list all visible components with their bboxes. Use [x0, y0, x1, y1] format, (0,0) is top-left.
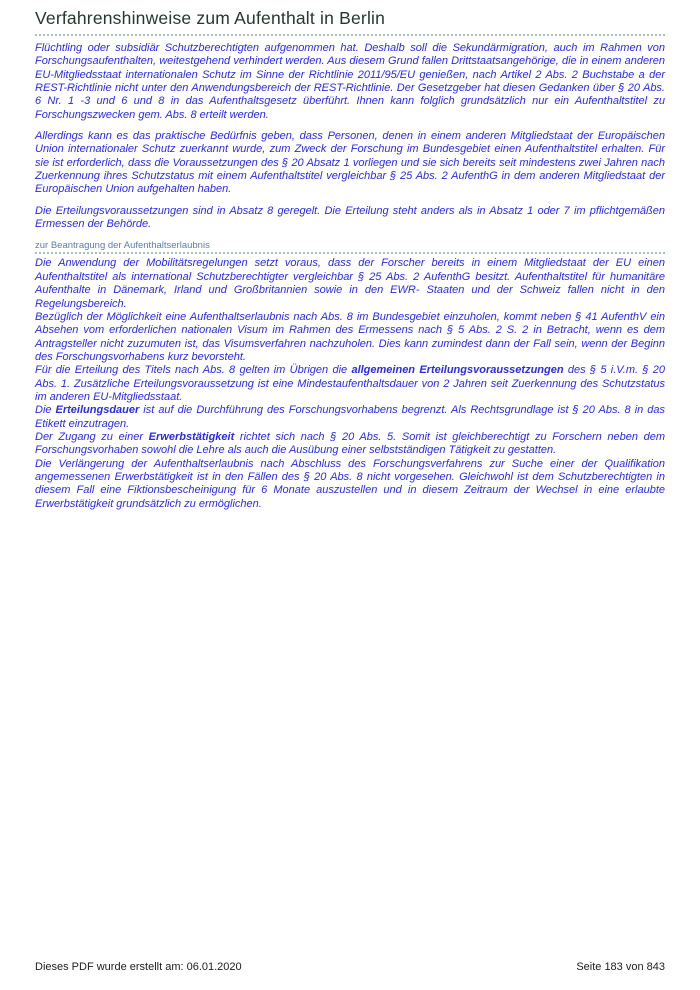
paragraph-bold-text: Erteilungsdauer: [55, 404, 140, 417]
page-title: Verfahrenshinweise zum Aufenthalt in Berlin: [35, 8, 386, 28]
section-paragraph-3: [35, 364, 665, 404]
paragraph-text: Der Zugang zu einer: [35, 430, 149, 443]
section-paragraph-2: [35, 311, 665, 364]
footer-page-number: Seite 183 von 843: [576, 961, 665, 973]
paragraph-text: Die Verlängerung der Aufenthaltserlaubnis nach Abschluss des Forschungsverfahrens zur Suche einer der Qualifikation angemessenen Erwerbstätigkeit ist in den Fällen des § 20 Abs. 8 nicht vorgesehen. Gleichwohl ist dem Schutzberechtigten in diesem Fall eine Fiktionsbescheinigung für 6 Monate auszustellen und in diesem Zeitraum der Wechsel in eine erlaubte Erwerbstätigkeit grundsätzlich zu ermöglichen.: [35, 457, 665, 510]
section-paragraph-4: [35, 404, 665, 431]
paragraph-text: Die Anwendung der Mobilitätsregelungen setzt voraus, dass der Forscher bereits in einem Mitgliedstaat der EU einen Aufenthaltstitel als international Schutzberechtigter vergleichbar § 25 Abs. 2 AufenthG besitzt. Aufenthaltstitel für humanitäre Aufenthalte in Dänemark, Irland und Großbritannien sowie in den EWR- Staaten und der Schweiz fallen nicht in den Regelungsbereich.: [35, 257, 665, 310]
paragraph-text: Bezüglich der Möglichkeit eine Aufenthaltserlaubnis nach Abs. 8 im Bundesgebiet einzuholen, kommt neben § 41 AufenthV ein Absehen vom erforderlichen nationalen Visum im Rahmen des Ermessens nach § 5 Abs. 2 S. 2 in Betracht, wenn es dem Antragsteller nicht zuzumuten ist, das Visumsverfahren nachzuholen. Dies kann zumindest dann der Fall sein, wenn der Beginn des Forschungsvorhabens kurz bevorsteht.: [35, 310, 665, 363]
intro-paragraph-3: Die Erteilungsvoraussetzungen sind in Absatz 8 geregelt. Die Erteilung steht anders als in Absatz 1 oder 7 im pflichtgemäßen Ermessen der Behörde.: [35, 204, 665, 231]
intro-paragraph-1: Flüchtling oder subsidiär Schutzberechtigten aufgenommen hat. Deshalb soll die Sekundärmigration, auch im Rahmen von Forschungsaufenthalten, weitestgehend verhindert werden. Aus diesem Grund fallen Drittstaatsangehörige, die in einem anderen EU-Mitgliedsstaat internationalen Schutz im Sinne der Richtlinie 2011/95/EU genießen, nach Artikel 2 Abs. 2 Buchstabe a der REST-Richtlinie nicht unter den Anwendungsbereich der REST-Richtlinie. Der Gesetzgeber hat diesen Gedanken über § 20 Abs. 6 Nr. 1 -3 und 6 und 8 in das Aufenthaltsgesetz überführt. Ihnen kann folglich grundsätzlich nur ein Aufenthaltstitel zu Forschungszwecken gem. Abs. 8 erteilt werden.: [35, 42, 665, 121]
footer-created-date: Dieses PDF wurde erstellt am: 06.01.2020: [35, 961, 242, 973]
paragraph-text: ist auf die Durchführung des Forschungsvorhabens begrenzt. Als Rechtsgrundlage ist § 20 Abs. 8 in das Etikett einzutragen.: [35, 404, 666, 430]
paragraph-bold-text: allgemeinen Erteilungsvoraussetzungen: [351, 364, 564, 377]
section-paragraph-5: [35, 431, 665, 458]
section-paragraph-1: [35, 257, 665, 310]
paragraph-text: Die: [35, 404, 56, 417]
title-divider: [35, 34, 665, 36]
paragraph-bold-text: Erwerbstätigkeit: [148, 430, 235, 443]
section-paragraph-6: [35, 458, 665, 511]
section-heading: zur Beantragung der Aufenthaltserlaubnis: [35, 240, 210, 252]
paragraph-text: des § 5 i.V.m. § 20 Abs. 1. Zusätzliche Erteilungsvoraussetzung ist eine Mindestaufenthaltsdauer von 2 Jahren seit Zuerkennung des Schutzstatus im anderen EU-Mitgliedsstaat.: [35, 364, 666, 403]
section-divider: [35, 252, 665, 254]
paragraph-text: Für die Erteilung des Titels nach Abs. 8 gelten im Übrigen die: [35, 364, 352, 377]
page-footer: [35, 961, 665, 974]
paragraph-text: richtet sich nach § 20 Abs. 5. Somit ist gleichberechtigt zu Forschern neben dem Forschungsvorhaben sowohl die Lehre als auch die Ausübung einer selbstständigen Tätigkeit zu gestatten.: [35, 430, 665, 457]
intro-paragraph-2: Allerdings kann es das praktische Bedürfnis geben, dass Personen, denen in einem anderen Mitgliedstaat der Europäischen Union internationaler Schutz zuerkannt wurde, zum Zweck der Forschung im Bundesgebiet einen Aufenthaltstitel erhalten. Für sie ist erforderlich, dass die Voraussetzungen des § 20 Absatz 1 vorliegen und sie sich bereits seit mindestens zwei Jahren nach Zuerkennung ihres Schutzstatus mit einem Aufenthaltstitel vergleichbar § 25 Abs. 2 AufenthG in dem anderen Mitgliedstaat der Europäischen Union aufgehalten haben.: [35, 130, 665, 196]
